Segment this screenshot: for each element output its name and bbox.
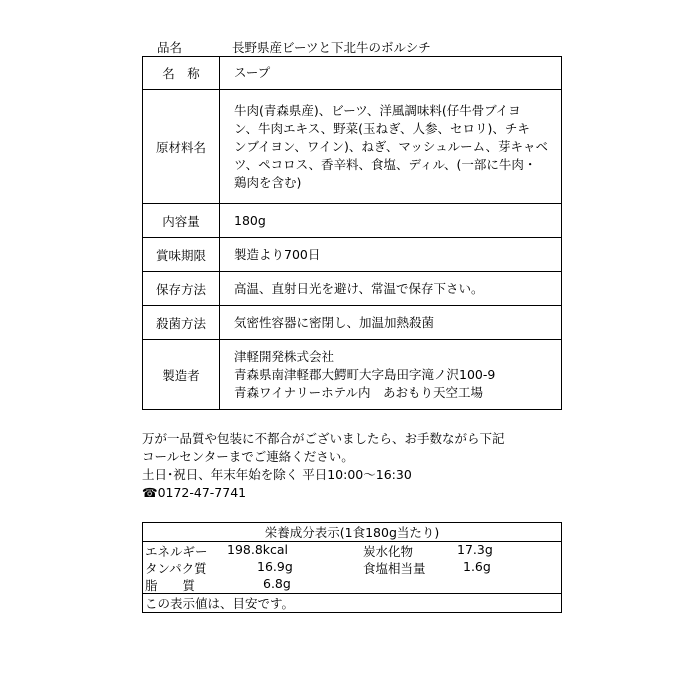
spec-row-expiry (143, 238, 562, 272)
spec-row-content (143, 204, 562, 238)
spec-row-name (143, 57, 562, 90)
sterilization-label: 殺菌方法 (143, 306, 220, 340)
ingredients-line: ツ、ペコロス、香辛料、食塩、ディル、(一部に牛肉・ (234, 156, 537, 172)
manufacturer-line: 青森県南津軽郡大鰐町大字島田字滝ノ沢100-9 (234, 366, 496, 382)
energy-label: エネルギー (145, 544, 208, 559)
ingredients-value (220, 90, 562, 204)
ingredients-line: 鶏肉を含む) (234, 174, 302, 190)
ingredients-line: 牛肉(青森県産)、ビーツ、洋風調味料(仔牛骨ブイヨ (234, 102, 521, 118)
spec-row-sterilization (143, 306, 562, 340)
fat-value: 6.8g (263, 576, 291, 591)
ingredients-label: 原材料名 (143, 90, 220, 204)
nutrition-line-fat (145, 576, 559, 593)
contact-notice (142, 430, 572, 502)
name-value: スープ (220, 57, 562, 90)
notice-line: 土日･祝日、年末年始を除く 平日10:00～16:30 (142, 467, 412, 482)
manufacturer-line: 津軽開発株式会社 (234, 348, 335, 364)
carbs-label: 炭水化物 (363, 544, 414, 559)
sterilization-value: 気密性容器に密閉し、加温加熱殺菌 (220, 306, 562, 340)
manufacturer-line: 青森ワイナリーホテル内 あおもり天空工場 (234, 384, 484, 400)
ingredients-line: ン、牛肉エキス、野菜(玉ねぎ、人参、セロリ)、チキ (234, 120, 530, 136)
nutrition-line-energy-carbs (145, 542, 559, 559)
salt-label: 食塩相当量 (363, 561, 426, 576)
phone-number: ☎0172-47-7741 (142, 485, 247, 500)
content-label: 内容量 (143, 204, 220, 238)
energy-value: 198.8kcal (227, 542, 289, 557)
protein-label: タンパク質 (145, 561, 207, 576)
product-name-label: 品名 (157, 40, 183, 55)
manufacturer-value (220, 340, 562, 410)
fat-label: 脂 質 (145, 578, 196, 593)
spec-row-storage (143, 272, 562, 306)
content-value: 180g (220, 204, 562, 238)
nutrition-footer-row (143, 594, 562, 613)
storage-label: 保存方法 (143, 272, 220, 306)
nutrition-line-protein-salt (145, 559, 559, 576)
product-name-row (142, 38, 562, 56)
name-label: 名 称 (143, 57, 220, 90)
ingredients-line: ンブイヨン、ワイン)、ねぎ、マッシュルーム、芽キャベ (234, 138, 549, 154)
manufacturer-label: 製造者 (143, 340, 220, 410)
spec-row-manufacturer (143, 340, 562, 410)
nutrition-footer: この表示値は、目安です。 (143, 594, 562, 613)
notice-line: コールセンターまでご連絡ください。 (142, 449, 354, 464)
product-spec-table (142, 56, 562, 410)
expiry-value: 製造より700日 (220, 238, 562, 272)
nutrition-values-row (143, 542, 562, 594)
nutrition-title: 栄養成分表示(1食180g当たり) (143, 523, 562, 542)
spec-row-ingredients (143, 90, 562, 204)
expiry-label: 賞味期限 (143, 238, 220, 272)
storage-value: 高温、直射日光を避け、常温で保存下さい。 (220, 272, 562, 306)
salt-value: 1.6g (463, 559, 491, 574)
nutrition-table (142, 522, 562, 613)
nutrition-title-row (143, 523, 562, 542)
protein-value: 16.9g (257, 559, 293, 574)
product-name-value: 長野県産ビーツと下北牛のボルシチ (232, 40, 431, 55)
carbs-value: 17.3g (457, 542, 493, 557)
nutrition-values (143, 542, 562, 594)
notice-line: 万が一品質や包装に不都合がございましたら、お手数ながら下記 (142, 431, 505, 446)
